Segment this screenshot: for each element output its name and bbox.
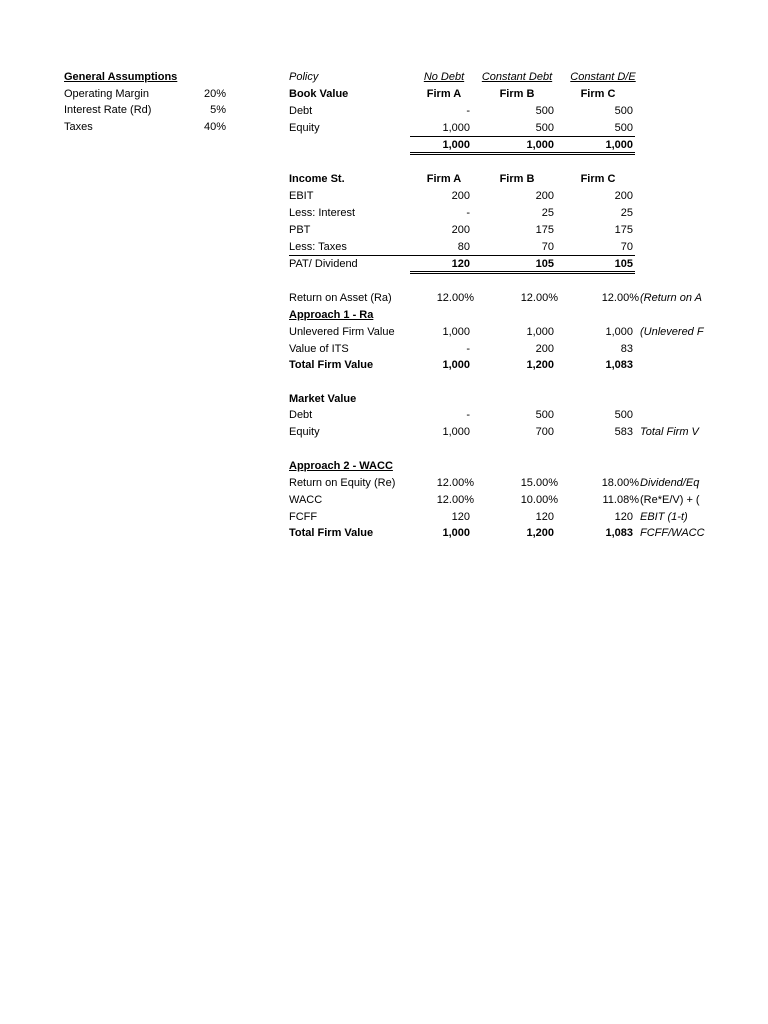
assumption-label: Operating Margin <box>64 88 149 100</box>
approach2-title: Approach 2 - WACC <box>289 460 393 472</box>
assumptions-title: General Assumptions <box>64 71 178 83</box>
formula-note: EBIT (1-t) <box>640 511 688 523</box>
row-label: Less: Taxes <box>289 241 347 253</box>
firm-header: Firm B <box>499 88 535 100</box>
total-top-border <box>410 136 635 137</box>
cell-value: 12.00% <box>520 292 558 304</box>
row-label: Unlevered Firm Value <box>289 326 395 338</box>
firm-header: Firm A <box>426 173 462 185</box>
cell-value: 12.00% <box>601 292 639 304</box>
row-label: Equity <box>289 426 320 438</box>
row-label: Return on Equity (Re) <box>289 477 396 489</box>
cell-value: 500 <box>535 409 554 421</box>
book-value-header: Book Value <box>289 88 349 100</box>
cell-value: 120 <box>451 258 470 270</box>
row-label: Less: Interest <box>289 207 356 219</box>
cell-value: 200 <box>451 224 470 236</box>
formula-note: (Re*E/V) + ( <box>640 494 700 506</box>
pat-double-border <box>410 273 635 274</box>
cell-value: 1,000 <box>605 139 633 151</box>
cell-value: 12.00% <box>436 477 474 489</box>
row-label: Total Firm Value <box>289 527 374 539</box>
market-value-header: Market Value <box>289 393 357 405</box>
cell-value: 200 <box>614 190 633 202</box>
pat-double-border <box>410 271 635 272</box>
cell-value: 1,083 <box>605 359 633 371</box>
income-header: Income St. <box>289 173 345 185</box>
cell-value: 12.00% <box>436 494 474 506</box>
cell-value: 1,000 <box>526 139 554 151</box>
formula-note: Dividend/Eq <box>640 477 700 489</box>
cell-value: 83 <box>620 343 633 355</box>
formula-note: Total Firm V <box>640 426 699 438</box>
total-double-border <box>410 152 635 153</box>
row-label: Return on Asset (Ra) <box>289 292 392 304</box>
cell-value: 1,000 <box>442 527 470 539</box>
cell-value: 70 <box>541 241 554 253</box>
cell-value: 1,200 <box>526 359 554 371</box>
row-label: Value of ITS <box>289 343 349 355</box>
cell-value: 105 <box>535 258 554 270</box>
formula-note: FCFF/WACC <box>640 527 705 539</box>
cell-value: 1,000 <box>442 122 470 134</box>
cell-value: 15.00% <box>520 477 558 489</box>
cell-value: 500 <box>535 122 554 134</box>
cell-value: 1,000 <box>442 426 470 438</box>
formula-note: (Unlevered F <box>640 326 704 338</box>
pat-top-border <box>289 255 635 256</box>
assumption-label: Interest Rate (Rd) <box>64 104 152 116</box>
cell-value: - <box>466 343 470 355</box>
row-label: EBIT <box>289 190 314 202</box>
cell-value: 500 <box>614 409 633 421</box>
cell-value: 120 <box>535 511 554 523</box>
policy-firm-c: Constant D/E <box>570 71 636 83</box>
assumption-label: Taxes <box>64 121 93 133</box>
cell-value: 1,083 <box>605 527 633 539</box>
assumption-value: 5% <box>210 104 226 116</box>
cell-value: 1,000 <box>442 326 470 338</box>
row-label: PAT/ Dividend <box>289 258 358 270</box>
cell-value: 11.08% <box>602 494 639 506</box>
row-label: Debt <box>289 105 313 117</box>
policy-firm-b: Constant Debt <box>481 71 553 83</box>
cell-value: 120 <box>451 511 470 523</box>
cell-value: 25 <box>620 207 633 219</box>
cell-value: 583 <box>614 426 633 438</box>
cell-value: 70 <box>620 241 633 253</box>
row-label: Equity <box>289 122 320 134</box>
cell-value: 25 <box>541 207 554 219</box>
firm-header: Firm C <box>580 173 616 185</box>
cell-value: 200 <box>535 190 554 202</box>
row-label: WACC <box>289 494 323 506</box>
policy-firm-a: No Debt <box>423 71 465 83</box>
firm-header: Firm C <box>580 88 616 100</box>
cell-value: 18.00% <box>601 477 639 489</box>
cell-value: 1,000 <box>442 359 470 371</box>
cell-value: 175 <box>535 224 554 236</box>
cell-value: 1,000 <box>442 139 470 151</box>
cell-value: - <box>466 207 470 219</box>
row-label: PBT <box>289 224 311 236</box>
row-label: Debt <box>289 409 313 421</box>
cell-value: 175 <box>614 224 633 236</box>
cell-value: - <box>466 105 470 117</box>
cell-value: 120 <box>614 511 633 523</box>
cell-value: 12.00% <box>436 292 474 304</box>
assumption-value: 40% <box>203 121 226 133</box>
cell-value: 1,000 <box>605 326 633 338</box>
cell-value: 500 <box>535 105 554 117</box>
assumption-value: 20% <box>203 88 226 100</box>
cell-value: 80 <box>457 241 470 253</box>
policy-label: Policy <box>289 71 319 83</box>
cell-value: 200 <box>535 343 554 355</box>
row-label: Total Firm Value <box>289 359 374 371</box>
cell-value: 700 <box>535 426 554 438</box>
formula-note: (Return on A <box>640 292 702 304</box>
cell-value: 1,200 <box>526 527 554 539</box>
firm-header: Firm A <box>426 88 462 100</box>
approach1-title: Approach 1 - Ra <box>289 309 374 321</box>
total-double-border <box>410 154 635 155</box>
cell-value: 105 <box>614 258 633 270</box>
cell-value: 10.00% <box>520 494 558 506</box>
cell-value: 200 <box>451 190 470 202</box>
cell-value: 500 <box>614 105 633 117</box>
row-label: FCFF <box>289 511 318 523</box>
cell-value: - <box>466 409 470 421</box>
firm-header: Firm B <box>499 173 535 185</box>
cell-value: 500 <box>614 122 633 134</box>
cell-value: 1,000 <box>526 326 554 338</box>
